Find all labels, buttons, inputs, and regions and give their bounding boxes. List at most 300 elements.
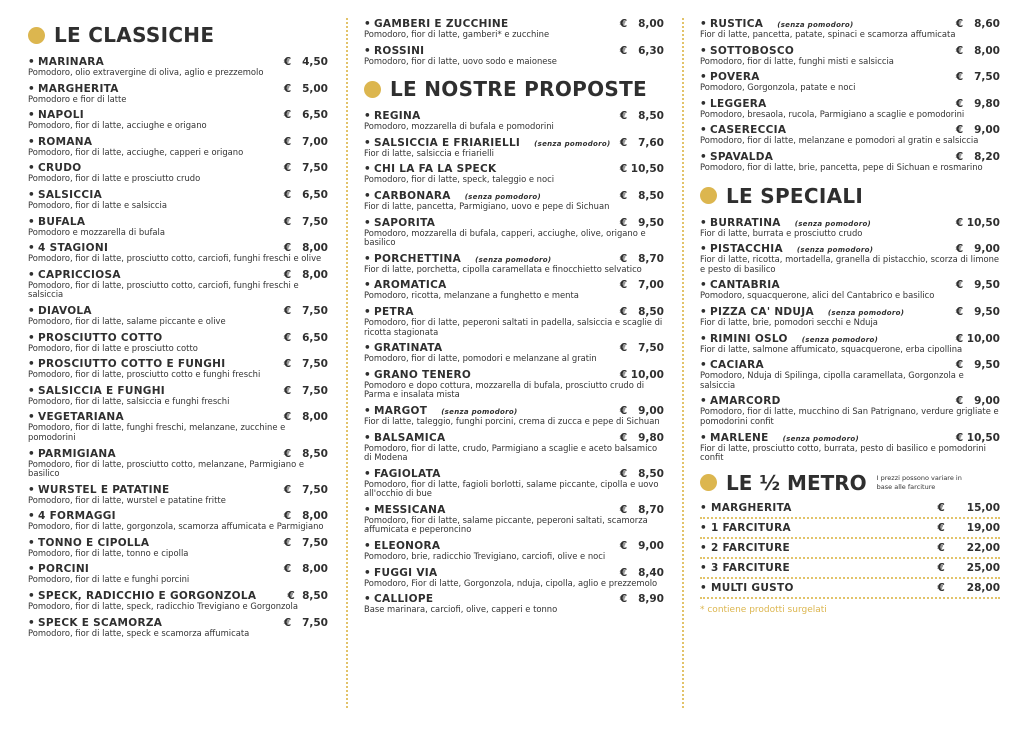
bullet-icon: • (364, 136, 372, 149)
bullet-icon: • (28, 358, 36, 371)
menu-item-title (700, 333, 878, 345)
menu-item-price: € 7,50 (283, 384, 328, 397)
menu-list (28, 56, 328, 638)
menu-item-name: PETRA (374, 305, 414, 318)
price-variation-note: I prezzi possono variare in base alle farciture (876, 473, 962, 491)
bullet-icon: • (700, 44, 708, 57)
menu-item-name: LEGGERA (710, 97, 767, 110)
menu-item-title (364, 137, 610, 149)
menu-item-price: € 8,00 (283, 268, 328, 281)
menu-item-description: Pomodoro, fior di latte, prosciutto cotto, carciofi, funghi freschi e olive (28, 253, 322, 264)
menu-item-description: Pomodoro, fior di latte, uovo sodo e maionese (364, 55, 557, 66)
bullet-icon: • (28, 109, 36, 122)
bullet-icon: • (364, 566, 372, 579)
bullet-icon: • (28, 411, 36, 424)
bullet-icon: • (364, 431, 372, 444)
bullet-icon: • (700, 97, 708, 110)
menu-item-title (700, 98, 767, 110)
metro-option-name (700, 562, 790, 574)
menu-item-description: Pomodoro, Gorgonzola, patate e noci (700, 82, 856, 93)
menu-item-description: Pomodoro, fior di latte, acciughe, capperi e origano (28, 146, 244, 157)
menu-item-name: PARMIGIANA (38, 447, 116, 460)
bullet-dot-icon (700, 474, 717, 491)
menu-item-title (28, 332, 163, 344)
menu-item (28, 358, 328, 380)
menu-item-description: Pomodoro, mozzarella di bufala, capperi, acciughe, olive, origano e basilico (364, 227, 646, 248)
menu-item-price: € 9,50 (955, 305, 1000, 318)
menu-item (28, 332, 328, 354)
metro-price-list (700, 499, 1000, 599)
column-divider-left (346, 18, 348, 708)
menu-item-header (28, 448, 328, 460)
menu-item-name: CAPRICCIOSA (38, 268, 121, 281)
bullet-icon: • (28, 590, 36, 603)
menu-item (28, 56, 328, 78)
menu-item-name: SALSICCIA (38, 188, 103, 201)
bullet-icon: • (28, 162, 36, 175)
menu-item-description: Pomodoro, fior di latte, prosciutto cotto, melanzane, Parmigiano e basilico (28, 458, 305, 479)
menu-item-description: Fior di latte, brie, pomodori secchi e Nduja (700, 316, 878, 327)
menu-item-description: Fior di latte, salsiccia e friarielli (364, 147, 494, 158)
menu-item-name: SPECK E SCAMORZA (38, 616, 163, 629)
menu-item-name: BUFALA (38, 215, 86, 228)
menu-item-header (28, 83, 328, 95)
menu-item-name: 4 FORMAGGI (38, 510, 116, 523)
metro-row (700, 579, 1000, 599)
menu-item-price: € 8,50 (619, 189, 664, 202)
bullet-icon: • (364, 163, 372, 176)
menu-item-price: € 8,70 (619, 252, 664, 265)
menu-item-price: € 9,50 (955, 359, 1000, 372)
menu-item-title (28, 83, 119, 95)
metro-option-name (700, 522, 791, 534)
menu-item-price: € 8,00 (283, 242, 328, 255)
section-header-proposte (364, 72, 664, 106)
bullet-icon: • (700, 501, 711, 514)
column-speciali (700, 18, 1000, 615)
menu-item-price: € 7,50 (283, 358, 328, 371)
menu-item-price: € 8,50 (287, 590, 328, 603)
menu-item (28, 109, 328, 131)
bullet-icon: • (364, 252, 372, 265)
menu-item-name: 4 STAGIONI (38, 242, 109, 255)
menu-item (28, 189, 328, 211)
menu-item-title (364, 432, 445, 444)
menu-item-name: SOTTOBOSCO (710, 44, 795, 57)
bullet-icon: • (700, 279, 708, 292)
column-divider-right (682, 18, 684, 708)
menu-item (700, 18, 1000, 40)
menu-item-price: € 8,00 (283, 411, 328, 424)
menu-item-name: NAPOLI (38, 109, 84, 122)
menu-item-description: Fior di latte, porchetta, cipolla caramellata e finocchietto selvatico (364, 263, 642, 274)
menu-item-name: SPAVALDA (710, 150, 774, 163)
menu-item-header (28, 484, 328, 496)
bullet-icon: • (364, 503, 372, 516)
menu-item-header (364, 468, 664, 480)
menu-item-name: TONNO E CIPOLLA (38, 536, 150, 549)
menu-item-price: € 6,50 (283, 109, 328, 122)
menu-item-note: (senza pomodoro) (777, 21, 854, 29)
menu-item-name: DIAVOLA (38, 304, 92, 317)
section-header-classiche (28, 18, 328, 52)
menu-item-title (28, 617, 162, 629)
bullet-icon: • (364, 279, 372, 292)
menu-item (700, 395, 1000, 426)
menu-item-price: € 4,50 (283, 56, 328, 68)
menu-item-price: € 10,50 (955, 216, 1000, 229)
menu-item (28, 484, 328, 506)
menu-item-description: Pomodoro e mozzarella di bufala (28, 226, 165, 237)
column-classiche (28, 18, 328, 643)
menu-item (364, 504, 664, 535)
menu-item (28, 136, 328, 158)
menu-item-name: CALLIOPE (374, 593, 434, 606)
menu-item-title (364, 217, 435, 229)
menu-item (700, 98, 1000, 120)
metro-option-price: € 22,00 (937, 541, 1000, 554)
menu-item-name: PROSCIUTTO COTTO (38, 331, 163, 344)
menu-item-description: Pomodoro, Fior di latte, Gorgonzola, nduja, cipolla, aglio e prezzemolo (364, 577, 658, 588)
menu-item-description: Pomodoro, fior di latte, wurstel e patatine fritte (28, 494, 226, 505)
bullet-icon: • (364, 342, 372, 355)
menu-item-description: Pomodoro, fior di latte, speck e scamorza affumicata (28, 627, 250, 638)
menu-item (364, 18, 664, 40)
menu-item (28, 411, 328, 442)
bullet-icon: • (28, 483, 36, 496)
menu-item (28, 590, 328, 612)
menu-item-price: € 6,50 (283, 188, 328, 201)
bullet-dot-icon (700, 187, 717, 204)
menu-item-price: € 9,00 (619, 404, 664, 417)
bullet-icon: • (700, 581, 711, 594)
menu-item-title (700, 217, 871, 229)
menu-item-description: Pomodoro, mozzarella di bufala e pomodorini (364, 121, 554, 132)
menu-item-title (700, 432, 859, 444)
menu-item-title (364, 567, 437, 579)
frozen-products-footnote: * contiene prodotti surgelati (700, 604, 827, 615)
menu-item-description: Pomodoro, fior di latte, melanzane e pomodori al gratin e salsiccia (700, 135, 979, 146)
menu-item-name: CASERECCIA (710, 124, 787, 137)
section-title: LE NOSTRE PROPOSTE (390, 77, 648, 102)
bullet-icon: • (28, 188, 36, 201)
menu-item-price: € 7,50 (619, 342, 664, 355)
menu-item-description: Pomodoro, olio extravergine di oliva, aglio e prezzemolo (28, 67, 264, 77)
menu-item-description: Pomodoro e dopo cottura, mozzarella di bufala, prosciutto crudo di Parma e insalata mista (364, 379, 645, 400)
menu-item (364, 593, 664, 615)
menu-item-name: BALSAMICA (374, 431, 446, 444)
column-proposte (364, 18, 664, 620)
bullet-icon: • (364, 540, 372, 553)
menu-item-name: CACIARA (710, 359, 764, 372)
menu-item-description: Fior di latte, taleggio, funghi porcini, crema di zucca e pepe di Sichuan (364, 415, 660, 426)
bullet-icon: • (700, 395, 708, 408)
menu-item-description: Pomodoro, squacquerone, alici del Cantabrico e basilico (700, 290, 935, 301)
menu-item-price: € 7,50 (283, 536, 328, 549)
bullet-icon: • (364, 467, 372, 480)
menu-item (28, 242, 328, 264)
menu-item-description: Pomodoro, fior di latte, prosciutto cotto, carciofi, funghi freschi e salsiccia (28, 279, 299, 300)
menu-item-description: Fior di latte, pancetta, patate, spinaci e scamorza affumicata (700, 29, 956, 39)
menu-item (364, 432, 664, 463)
menu-item-price: € 6,50 (283, 331, 328, 344)
metro-option-label: MARGHERITA (710, 501, 792, 514)
bullet-icon: • (28, 563, 36, 576)
bullet-icon: • (700, 332, 708, 345)
metro-row (700, 499, 1000, 519)
menu-item-price: € 8,50 (283, 447, 328, 460)
menu-item (700, 333, 1000, 355)
bullet-icon: • (700, 243, 708, 256)
menu-item-name: FUGGI VIA (374, 566, 438, 579)
menu-item-description: Pomodoro, fior di latte, gorgonzola, scamorza affumicata e Parmigiano (28, 521, 324, 532)
menu-item-description: Pomodoro e fior di latte (28, 93, 127, 104)
menu-item-name: PORCHETTINA (374, 252, 462, 265)
menu-item-name: BURRATINA (710, 216, 781, 229)
bullet-icon: • (700, 150, 708, 163)
menu-item-description: Pomodoro, fior di latte, prosciutto cotto e funghi freschi (28, 369, 261, 380)
menu-item-title (28, 385, 165, 397)
menu-item (364, 405, 664, 427)
menu-item-description: Pomodoro, fior di latte, acciughe e origano (28, 120, 207, 131)
menu-item (700, 243, 1000, 274)
metro-option-name (700, 582, 794, 594)
menu-item-name: MARGOT (374, 404, 428, 417)
metro-option-label: 2 FARCITURE (710, 541, 790, 554)
bullet-icon: • (700, 431, 708, 444)
menu-item-description: Pomodoro, fior di latte, funghi misti e salsiccia (700, 55, 894, 66)
metro-option-price: € 28,00 (937, 581, 1000, 594)
menu-item-description: Pomodoro, Nduja di Spilinga, cipolla caramellata, Gorgonzola e salsiccia (700, 370, 964, 390)
menu-item-price: € 9,80 (955, 97, 1000, 110)
menu-item-description: Pomodoro, fior di latte, brie, pancetta, pepe di Sichuan e rosmarino (700, 161, 983, 172)
menu-item-name: PORCINI (38, 563, 90, 576)
menu-item-name: GAMBERI E ZUCCHINE (374, 18, 509, 30)
metro-option-label: 1 FARCITURA (710, 521, 791, 534)
metro-option-label: MULTI GUSTO (710, 581, 794, 594)
bullet-icon: • (28, 56, 36, 68)
menu-item-description: Pomodoro, fior di latte, salame piccante e olive (28, 315, 226, 326)
menu-item-price: € 10,00 (619, 368, 664, 381)
menu-item-name: POVERA (710, 71, 760, 84)
menu-item-description: Pomodoro, fior di latte, pomodori e melanzane al gratin (364, 353, 597, 364)
menu-item-price: € 7,60 (619, 136, 664, 149)
menu-item-title (28, 269, 121, 281)
menu-item-description: Base marinara, carciofi, olive, capperi e tonno (364, 604, 558, 615)
menu-item-price: € 8,20 (955, 150, 1000, 163)
menu-item (28, 83, 328, 105)
bullet-icon: • (364, 368, 372, 381)
menu-item-name: AROMATICA (374, 279, 447, 292)
menu-item-description: Pomodoro, fior di latte e prosciutto crudo (28, 173, 201, 184)
menu-item (28, 537, 328, 559)
menu-item-price: € 6,30 (619, 44, 664, 57)
menu-item (700, 151, 1000, 173)
menu-item-price: € 8,50 (619, 305, 664, 318)
metro-option-price: € 19,00 (937, 521, 1000, 534)
menu-item-price: € 8,90 (619, 593, 664, 606)
menu-item-name: ELEONORA (374, 540, 441, 553)
menu-item-name: PISTACCHIA (710, 243, 783, 256)
menu-item-description: Pomodoro, fior di latte, peperoni saltati in padella, salsiccia e scaglie di ricotta stagionata (364, 316, 663, 337)
menu-item-title (364, 45, 424, 57)
menu-list (364, 110, 664, 615)
menu-item-header (364, 137, 664, 149)
menu-item-price: € 7,50 (283, 215, 328, 228)
menu-item (700, 71, 1000, 93)
menu-item-price: € 8,40 (619, 566, 664, 579)
menu-item-header (364, 567, 664, 579)
menu-item-header (364, 45, 664, 57)
menu-item (364, 190, 664, 212)
menu-item-header (364, 217, 664, 229)
menu-item-price: € 7,50 (283, 162, 328, 175)
menu-item (364, 342, 664, 364)
metro-option-name (700, 502, 792, 514)
menu-item-description: Pomodoro, fior di latte e salsiccia (28, 199, 167, 210)
bullet-icon: • (28, 447, 36, 460)
menu-item-description: Pomodoro, fior di latte, salsiccia e funghi freschi (28, 395, 230, 406)
menu-item-note: (senza pomodoro) (827, 308, 905, 317)
menu-item-description: Fior di latte, ricotta, mortadella, granella di pistacchio, scorza di limone e pesto di basilico (700, 254, 1000, 274)
menu-item (364, 306, 664, 337)
menu-item-note: (senza pomodoro) (801, 335, 879, 344)
menu-item-name: SPECK, RADICCHIO E GORGONZOLA (38, 590, 257, 603)
menu-item-name: VEGETARIANA (38, 411, 124, 424)
menu-item-header (700, 45, 1000, 57)
menu-item-title (28, 484, 169, 496)
menu-item-name: MARGHERITA (38, 82, 119, 95)
menu-item-price: € 8,70 (619, 503, 664, 516)
menu-item (364, 137, 664, 159)
menu-item-description: Pomodoro, fior di latte, tonno e cipolla (28, 547, 189, 558)
bullet-icon: • (28, 215, 36, 228)
menu-item-header (28, 136, 328, 148)
menu-item-description: Pomodoro, fior di latte, mucchino di San Patrignano, verdure grigliate e pomodorini confit (700, 406, 999, 426)
menu-item-name: WURSTEL E PATATINE (38, 483, 170, 496)
menu-item-description: Fior di latte, salmone affumicato, squacquerone, erba cipollina (700, 343, 963, 354)
bullet-icon: • (28, 616, 36, 629)
bullet-icon: • (700, 561, 711, 574)
menu-item-note: (senza pomodoro) (534, 139, 611, 148)
menu-item-title (364, 369, 471, 381)
menu-item-header (700, 333, 1000, 345)
menu-item-note: (senza pomodoro) (794, 219, 872, 228)
menu-list (700, 217, 1000, 463)
menu-item-header (28, 385, 328, 397)
menu-item-name: CRUDO (38, 162, 82, 175)
menu-item (700, 359, 1000, 390)
bullet-icon: • (700, 359, 708, 372)
bullet-icon: • (28, 135, 36, 148)
menu-item (28, 269, 328, 300)
menu-item (364, 369, 664, 400)
bullet-icon: • (364, 189, 372, 202)
metro-option-name (700, 542, 790, 554)
menu-item-name: SALSICCIA E FRIARIELLI (374, 136, 521, 149)
menu-item (364, 468, 664, 499)
menu-item-header (364, 253, 664, 265)
menu-list (700, 18, 1000, 173)
menu-item (364, 45, 664, 67)
bullet-icon: • (28, 242, 36, 255)
menu-item-price: € 7,00 (619, 279, 664, 292)
menu-item-price: € 5,00 (283, 82, 328, 95)
bullet-icon: • (28, 510, 36, 523)
menu-item-name: REGINA (374, 110, 421, 123)
menu-item-price: € 7,50 (283, 616, 328, 629)
menu-item (364, 163, 664, 185)
metro-option-price: € 15,00 (937, 501, 1000, 514)
menu-item-header (364, 432, 664, 444)
menu-item (700, 45, 1000, 67)
bullet-icon: • (28, 536, 36, 549)
menu-item (364, 540, 664, 562)
bullet-icon: • (700, 216, 708, 229)
bullet-icon: • (364, 18, 372, 30)
bullet-icon: • (28, 268, 36, 281)
menu-item (28, 510, 328, 532)
menu-list (364, 18, 664, 66)
menu-item-description: Pomodoro, fior di latte, fagioli borlotti, salame piccante, cipolla e uovo all'occhio di bue (364, 478, 659, 499)
bullet-icon: • (700, 18, 708, 30)
menu-item-price: € 9,80 (619, 431, 664, 444)
menu-item-note: (senza pomodoro) (796, 246, 874, 255)
menu-item (364, 110, 664, 132)
menu-item-note: (senza pomodoro) (782, 434, 859, 443)
menu-item-description: Pomodoro, ricotta, melanzane a funghetto e menta (364, 290, 579, 301)
menu-item (28, 448, 328, 479)
menu-item-header (28, 216, 328, 228)
menu-item-description: Pomodoro, fior di latte, crudo, Parmigiano a scaglie e aceto balsamico di Modena (364, 442, 658, 463)
menu-item-note: (senza pomodoro) (464, 192, 542, 201)
menu-item-header (28, 617, 328, 629)
menu-item-price: € 7,50 (283, 304, 328, 317)
menu-item (28, 305, 328, 327)
menu-item-price: € 7,50 (283, 483, 328, 496)
menu-item (700, 306, 1000, 328)
menu-item-name: SAPORITA (374, 216, 436, 229)
menu-item-price: € 8,50 (619, 467, 664, 480)
menu-item-price: € 8,00 (283, 563, 328, 576)
section-title: LE CLASSICHE (54, 23, 215, 47)
bullet-icon: • (700, 541, 711, 554)
menu-item-title (28, 448, 116, 460)
bullet-icon: • (28, 82, 36, 95)
section-title: LE SPECIALI (726, 183, 864, 208)
menu-item-name: ROSSINI (374, 44, 425, 57)
menu-item-header (700, 98, 1000, 110)
menu-item (28, 563, 328, 585)
menu-item-description: Pomodoro, bresaola, rucola, Parmigiano a scaglie e pomodorini (700, 108, 965, 119)
menu-item-description: Pomodoro, fior di latte, salame piccante, peperoni saltati, scamorza affumicata e peperoncino (364, 514, 648, 535)
bullet-icon: • (364, 404, 372, 417)
bullet-icon: • (700, 305, 708, 318)
menu-item (364, 253, 664, 275)
menu-item-name: CANTABRIA (710, 279, 780, 292)
menu-item-name: GRATINATA (374, 342, 443, 355)
bullet-icon: • (28, 384, 36, 397)
menu-item-price: € 9,50 (955, 279, 1000, 292)
menu-item (364, 279, 664, 301)
menu-item-name: MARINARA (38, 56, 105, 68)
menu-item-title (364, 468, 441, 480)
menu-item-price: € 8,60 (955, 18, 1000, 30)
bullet-icon: • (364, 110, 372, 123)
menu-item-price: € 10,50 (955, 431, 1000, 444)
metro-option-label: 3 FARCITURE (710, 561, 790, 574)
menu-item-header (364, 369, 664, 381)
